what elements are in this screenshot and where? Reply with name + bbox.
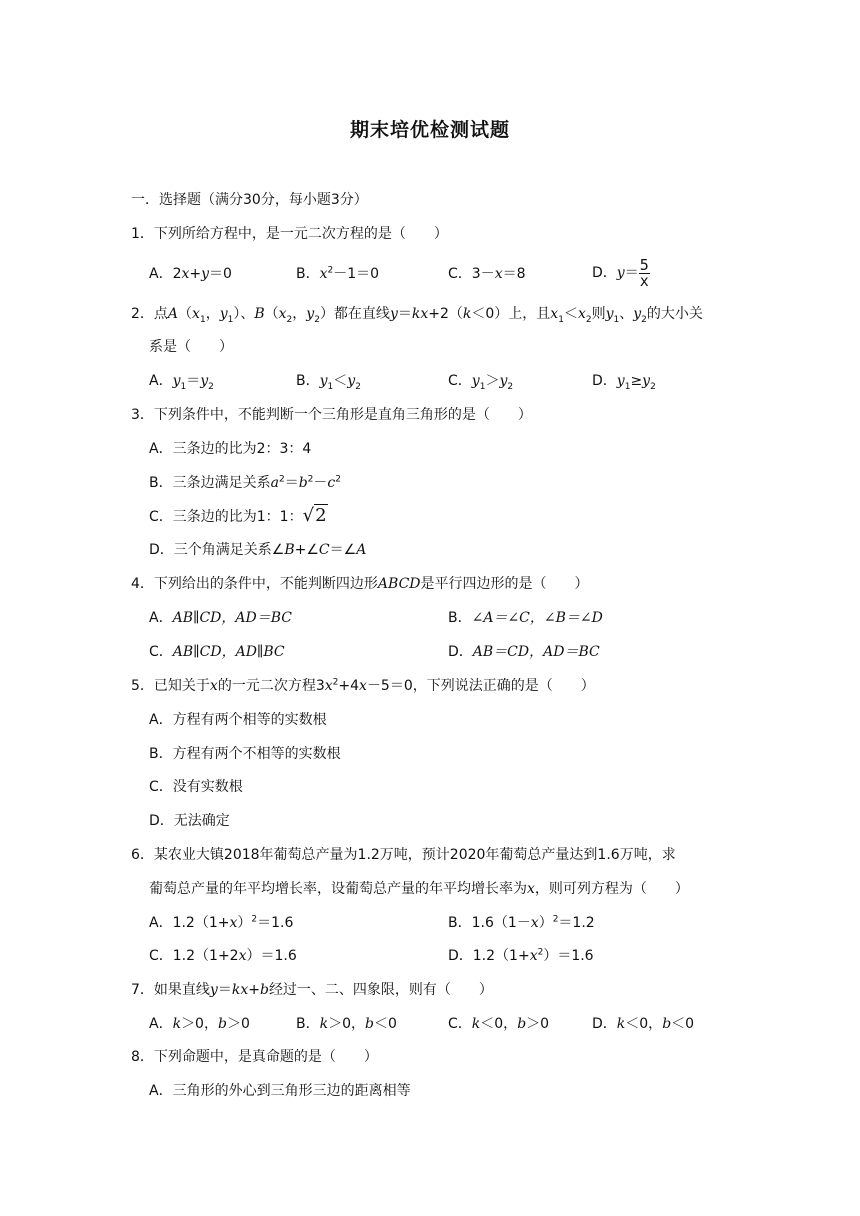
question-6-option-b[interactable]: B．$1.6(1-x)^2=1.2$ <box>448 914 595 931</box>
sqrt-two: √2 <box>302 505 327 526</box>
section-heading: 一．选择题（满分30分，每小题3分） <box>131 192 368 208</box>
question-4-option-b[interactable]: B．∠A＝∠C，∠B＝∠D <box>448 610 603 626</box>
question-6-option-d[interactable]: D．$1.2(1+x^2)=1.6$ <box>448 947 594 964</box>
question-6-option-c[interactable]: C．1.2（1+2x）＝1.6 <box>149 948 297 964</box>
question-3-option-a[interactable]: A．三条边的比为2：3：4 <box>149 441 312 457</box>
question-1-option-d[interactable]: D．y＝ $\frac{5}{x}$ <box>592 255 649 290</box>
question-7-option-a[interactable]: A．k＞0，b＞0 <box>149 1016 250 1032</box>
question-4-option-c[interactable]: C．AB∥CD，AD∥BC <box>149 644 285 660</box>
question-1-option-c[interactable]: C．3－x＝8 <box>448 266 526 282</box>
question-2-option-c[interactable]: C．$y_1>y_2$ <box>448 373 514 392</box>
question-1-option-b[interactable]: B．$x^2-1=0$ <box>296 265 380 282</box>
question-7-option-d[interactable]: D．k＜0，b＜0 <box>592 1016 695 1032</box>
question-4-option-a[interactable]: A．AB∥CD，AD＝BC <box>149 610 292 626</box>
question-5-option-b[interactable]: B．方程有两个不相等的实数根 <box>149 746 341 762</box>
question-7-option-b[interactable]: B．k＞0，b＜0 <box>296 1016 397 1032</box>
question-3-option-c[interactable]: C．三条边的比为1：1：√2 <box>149 505 327 526</box>
question-2-stem: 2．点$A(x_1$，$y_1$）、$B(x_2$，$y_2$）都在直线y＝kx+2（k＜0）上，且$x_1<x_2$则$y_1$、$y_2$的大小关 <box>131 306 703 325</box>
question-8-stem: 8．下列命题中，是真命题的是（ ） <box>131 1049 378 1065</box>
question-2-stem-cont: 系是（ ） <box>149 339 233 355</box>
question-5-option-d[interactable]: D．无法确定 <box>149 813 230 829</box>
question-1-option-a[interactable]: A．2x+y＝0 <box>149 266 232 282</box>
question-6-stem: 6．某农业大镇2018年葡萄总产量为1.2万吨，预计2020年葡萄总产量达到1.6万吨，求 <box>131 847 676 863</box>
question-2-option-b[interactable]: B．$y_1<y_2$ <box>296 373 361 392</box>
question-1-stem: 1．下列所给方程中，是一元二次方程的是（ ） <box>131 226 448 242</box>
question-7-stem: 7．如果直线y＝kx+b经过一、二、四象限，则有（ ） <box>131 982 493 998</box>
question-2-option-a[interactable]: A．$y_1=y_2$ <box>149 373 214 392</box>
question-6-option-a[interactable]: A．$1.2(1+x)^2=1.6$ <box>149 914 294 931</box>
question-2-option-d[interactable]: D．$y_1\ge y_2$ <box>592 373 656 392</box>
question-4-stem: 4．下列给出的条件中，不能判断四边形ABCD是平行四边形的是（ ） <box>131 576 589 592</box>
question-3-stem: 3．下列条件中，不能判断一个三角形是直角三角形的是（ ） <box>131 407 532 423</box>
question-7-option-c[interactable]: C．k＜0，b＞0 <box>448 1016 550 1032</box>
question-5-option-a[interactable]: A．方程有两个相等的实数根 <box>149 712 327 728</box>
question-6-stem-cont: 葡萄总产量的年平均增长率，设葡萄总产量的年平均增长率为x，则可列方程为（ ） <box>149 881 689 897</box>
question-5-option-c[interactable]: C．没有实数根 <box>149 779 243 795</box>
question-3-option-d[interactable]: D．三个角满足关系∠B+∠C＝∠A <box>149 542 367 558</box>
fraction-five-over-x: $\frac{5}{x}$ <box>639 255 649 290</box>
page-title: 期末培优检测试题 <box>349 119 510 141</box>
question-4-option-d[interactable]: D．AB＝CD，AD＝BC <box>448 644 600 660</box>
question-8-option-a[interactable]: A．三角形的外心到三角形三边的距离相等 <box>149 1083 411 1099</box>
question-5-stem: 5．已知关于x的一元二次方程$3x^2+4x-5=0$，下列说法正确的是（ ） <box>131 677 595 694</box>
question-3-option-b[interactable]: B．三条边满足关系$a^2=b^2-c^2$ <box>149 474 341 491</box>
